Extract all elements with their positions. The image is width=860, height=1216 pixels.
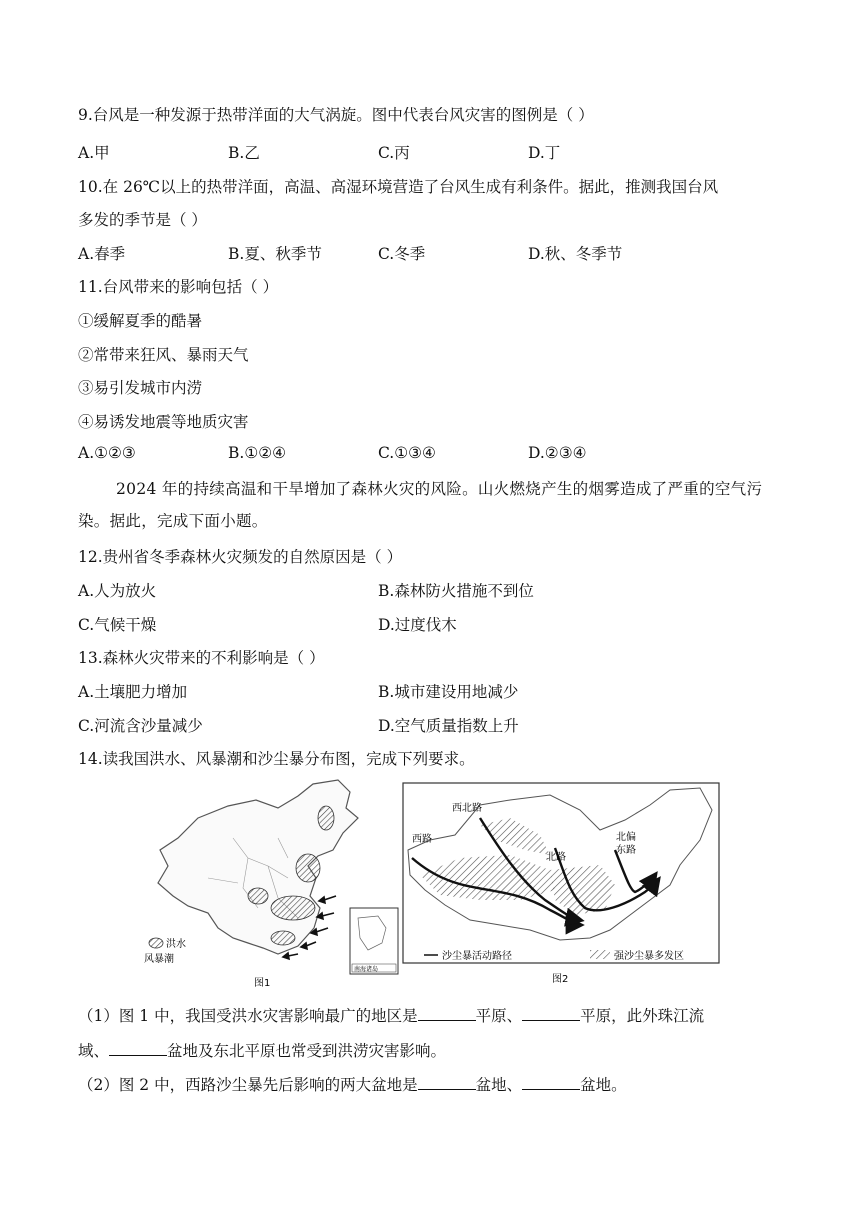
q13-option-b: B.城市建设用地减少 (378, 683, 519, 701)
reading-passage: 2024 年的持续高温和干旱增加了森林火灾的风险。山火燃烧产生的烟雾造成了严重的空气污染。据此，完成下面小题。 (78, 480, 763, 530)
q10-option-c: C.冬季 (378, 245, 426, 263)
q12-option-d: D.过度伐木 (378, 616, 457, 634)
q14-sub1-text-1: （1）图 1 中，我国受洪水灾害影响最广的地区是 (78, 1007, 418, 1025)
q13-stem: 13.森林火灾带来的不利影响是（ ） (78, 649, 325, 667)
q14-sub1-text-2: 平原、 (475, 1007, 523, 1025)
q14-sub2-text-3: 盆地。 (580, 1076, 627, 1094)
q11-option-a: A.①②③ (78, 444, 136, 462)
q14-stem: 14.读我国洪水、风暴潮和沙尘暴分布图，完成下列要求。 (78, 750, 475, 768)
q10-option-d: D.秋、冬季节 (528, 245, 623, 263)
q11-stem: 11.台风带来的影响包括（ ） (78, 278, 279, 296)
q14-sub1-blank-1[interactable] (418, 1004, 476, 1021)
q9-option-d: D.丁 (528, 144, 561, 162)
figure2-map (400, 780, 722, 992)
q13-option-a: A.土壤肥力增加 (78, 683, 188, 701)
q14-sub1-blank-3[interactable] (109, 1039, 167, 1056)
q11-option-d: D.②③④ (528, 444, 587, 462)
route-label-north-east-2: 东路 (616, 845, 636, 856)
q14-sub2-text-1: （2）图 2 中，西路沙尘暴先后影响的两大盆地是 (78, 1076, 418, 1094)
route-label-west: 西路 (412, 834, 432, 845)
q14-sub1-text-4: 域、 (78, 1042, 110, 1060)
legend-area-swatch (590, 950, 610, 959)
q12-option-a: A.人为放火 (78, 582, 157, 600)
q11-option-b: B.①②④ (228, 444, 287, 462)
legend-area-label: 强沙尘暴多发区 (614, 951, 684, 962)
inset-label: 南海诸岛 (354, 966, 379, 973)
flood-area-yangtze (271, 896, 315, 920)
q9-option-a: A.甲 (78, 144, 110, 162)
q14-sub1-text-5: 盆地及东北平原也常受到洪涝灾害影响。 (167, 1042, 447, 1060)
q12-stem: 12.贵州省冬季森林火灾频发的自然原因是（ ） (78, 548, 403, 566)
q14-sub2-text-2: 盆地、 (475, 1076, 523, 1094)
q9-option-b: B.乙 (228, 144, 260, 162)
flood-area-pearl (271, 931, 295, 945)
route-label-north-east-1: 北偏 (616, 832, 636, 843)
q11-item-4: ④易诱发地震等地质灾害 (78, 413, 249, 431)
flood-area-northeast (318, 806, 334, 830)
q12-option-b: B.森林防火措施不到位 (378, 582, 534, 600)
route-label-northwest: 西北路 (452, 803, 482, 814)
q10-stem-line2: 多发的季节是（ ） (78, 211, 207, 229)
legend-storm-label: 风暴潮 (144, 954, 174, 965)
q11-item-3: ③易引发城市内涝 (78, 379, 203, 397)
q14-sub2-blank-2[interactable] (522, 1073, 580, 1090)
q9-option-c: C.丙 (378, 144, 410, 162)
q11-item-1: ①缓解夏季的酷暑 (78, 312, 203, 330)
route-label-north: 北路 (546, 852, 566, 863)
q14-sub2-blank-1[interactable] (418, 1073, 476, 1090)
legend-flood-label: 洪水 (166, 939, 186, 950)
q10-option-b: B.夏、秋季节 (228, 245, 322, 263)
q13-option-d: D.空气质量指数上升 (378, 717, 519, 735)
q14-sub2-line (78, 1073, 627, 1095)
legend-path-label: 沙尘暴活动路径 (442, 951, 512, 962)
q14-sub1-line1 (78, 1004, 704, 1026)
q13-option-c: C.河流含沙量减少 (78, 717, 203, 735)
figure1-map (138, 778, 400, 990)
q14-sub1-blank-2[interactable] (522, 1004, 580, 1021)
q14-sub1-text-3: 平原，此外珠江流 (580, 1007, 705, 1025)
figure1-caption: 图1 (254, 978, 271, 989)
q10-option-a: A.春季 (78, 245, 126, 263)
q11-item-2: ②常带来狂风、暴雨天气 (78, 346, 249, 364)
q12-option-c: C.气候干燥 (78, 616, 157, 634)
q14-sub1-line2 (78, 1039, 446, 1061)
q10-stem-line1: 10.在 26℃以上的热带洋面，高温、高湿环境营造了台风生成有利条件。据此，推测我国台风 (78, 178, 719, 196)
figure2-caption: 图2 (552, 974, 569, 985)
q11-option-c: C.①③④ (378, 444, 436, 462)
legend-flood-swatch (149, 938, 163, 948)
flood-area-north-china (296, 854, 320, 882)
flood-area-sichuan (248, 888, 268, 904)
q9-stem: 9.台风是一种发源于热带洋面的大气涡旋。图中代表台风灾害的图例是（ ） (78, 106, 594, 124)
